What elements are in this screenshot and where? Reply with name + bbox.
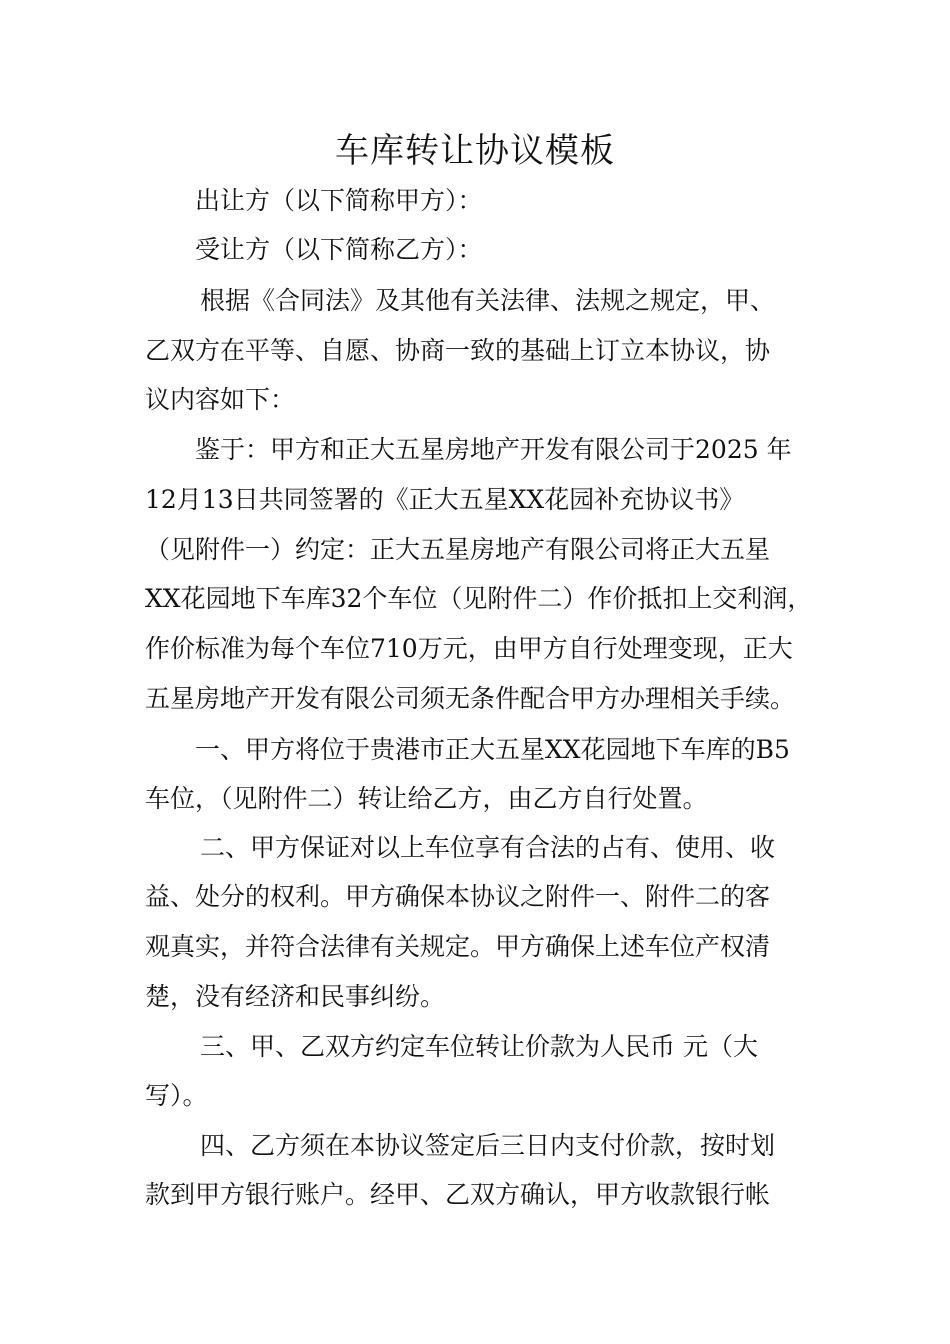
transferor-line: 出让方（以下简称甲方）： — [195, 186, 483, 215]
clause-line: 四、乙方须在本协议签定后三日内支付价款，按时划 — [200, 1131, 776, 1160]
paragraph-line: 五星房地产开发有限公司须无条件配合甲方办理相关手续。 — [145, 684, 796, 713]
paragraph-line: XX花园地下车库32个车位（见附件二）作价抵扣上交利润， — [145, 584, 813, 613]
paragraph-line: 议内容如下： — [145, 385, 296, 414]
clause-line: 三、甲、乙双方约定车位转让价款为人民币 元（大 — [200, 1032, 758, 1061]
paragraph-line: 12月13日共同签署的《正大五星XX花园补充协议书》 — [145, 485, 745, 514]
document-title: 车库转让协议模板 — [335, 131, 615, 171]
clause-line: 写）。 — [145, 1081, 208, 1110]
transferee-line: 受让方（以下简称乙方）： — [195, 235, 483, 264]
clause-line: 楚，没有经济和民事纠纷。 — [145, 982, 446, 1011]
paragraph-line: 作价标准为每个车位710万元，由甲方自行处理变现，正大 — [145, 634, 793, 663]
paragraph-line: 鉴于：甲方和正大五星房地产开发有限公司于2025 年 — [195, 435, 792, 464]
clause-line: 二、甲方保证对以上车位享有合法的占有、使用、收 — [200, 833, 776, 862]
clause-line: 益、处分的权利。甲方确保本协议之附件一、附件二的客 — [145, 882, 771, 911]
paragraph-line: （见附件一）约定：正大五星房地产有限公司将正大五星 — [145, 535, 771, 564]
clause-line: 观真实，并符合法律有关规定。甲方确保上述车位产权清 — [145, 932, 771, 961]
paragraph-line: 乙双方在平等、自愿、协商一致的基础上订立本协议，协 — [145, 336, 771, 365]
paragraph-line: 根据《合同法》及其他有关法律、法规之规定，甲、 — [200, 286, 776, 315]
clause-line: 一、甲方将位于贵港市正大五星XX花园地下车库的B5 — [195, 735, 790, 764]
clause-line: 车位，（见附件二）转让给乙方，由乙方自行处置。 — [145, 784, 708, 813]
clause-line: 款到甲方银行账户。经甲、乙双方确认，甲方收款银行帐 — [145, 1180, 771, 1209]
